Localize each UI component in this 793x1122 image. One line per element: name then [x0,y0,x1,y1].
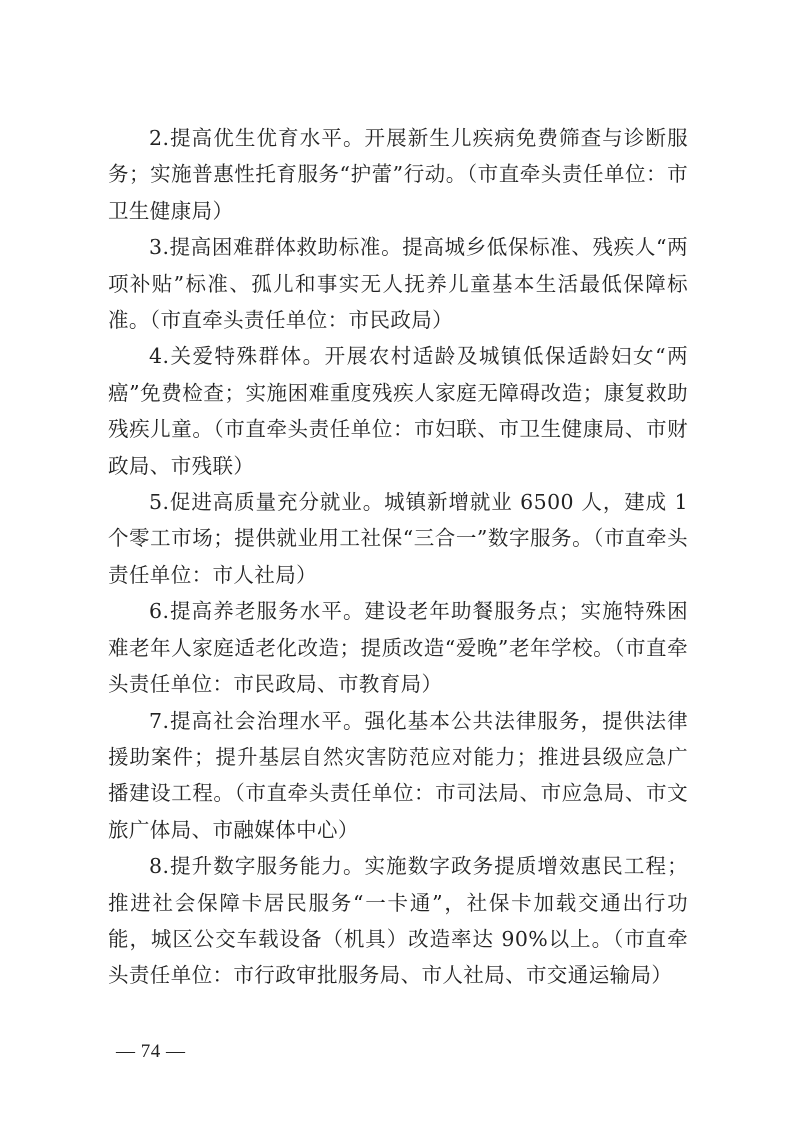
paragraph-item-4: 4.关爱特殊群体。开展农村适龄及城镇低保适龄妇女“两癌”免费检查；实施困难重度残疾人家庭无障碍改造；康复救助残疾儿童。（市直牵头责任单位：市妇联、市卫生健康局、市财政局、市残联） [108,344,688,478]
paragraph-item-3: 3.提高困难群体救助标准。提高城乡低保标准、残疾人“两项补贴”标准、孤儿和事实无人抚养儿童基本生活最低保障标准。（市直牵头责任单位：市民政局） [108,235,688,333]
paragraph-item-7: 7.提高社会治理水平。强化基本公共法律服务，提供法律援助案件；提升基层自然灾害防范应对能力；推进县级应急广播建设工程。（市直牵头责任单位：市司法局、市应急局、市文旅广体局、市融媒体中心） [108,708,688,842]
page-number: — 74 — [116,1041,186,1062]
paragraph-item-6: 6.提高养老服务水平。建设老年助餐服务点；实施特殊困难老年人家庭适老化改造；提质改造“爱晚”老年学校。（市直牵头责任单位：市民政局、市教育局） [108,599,688,697]
paragraph-item-8: 8.提升数字服务能力。实施数字政务提质增效惠民工程；推进社会保障卡居民服务“一卡通”，社保卡加载交通出行功能，城区公交车载设备（机具）改造率达 90%以上。（市直牵头责任单位：市行政审批服务局、市人社局、市交通运输局） [108,854,688,988]
paragraph-item-5: 5.促进高质量充分就业。城镇新增就业 6500 人，建成 1 个零工市场；提供就业用工社保“三合一”数字服务。（市直牵头责任单位：市人社局） [108,490,688,587]
paragraph-item-2: 2.提高优生优育水平。开展新生儿疾病免费筛查与诊断服务；实施普惠性托育服务“护蕾”行动。（市直牵头责任单位：市卫生健康局） [108,126,688,223]
document-body [108,120,688,994]
